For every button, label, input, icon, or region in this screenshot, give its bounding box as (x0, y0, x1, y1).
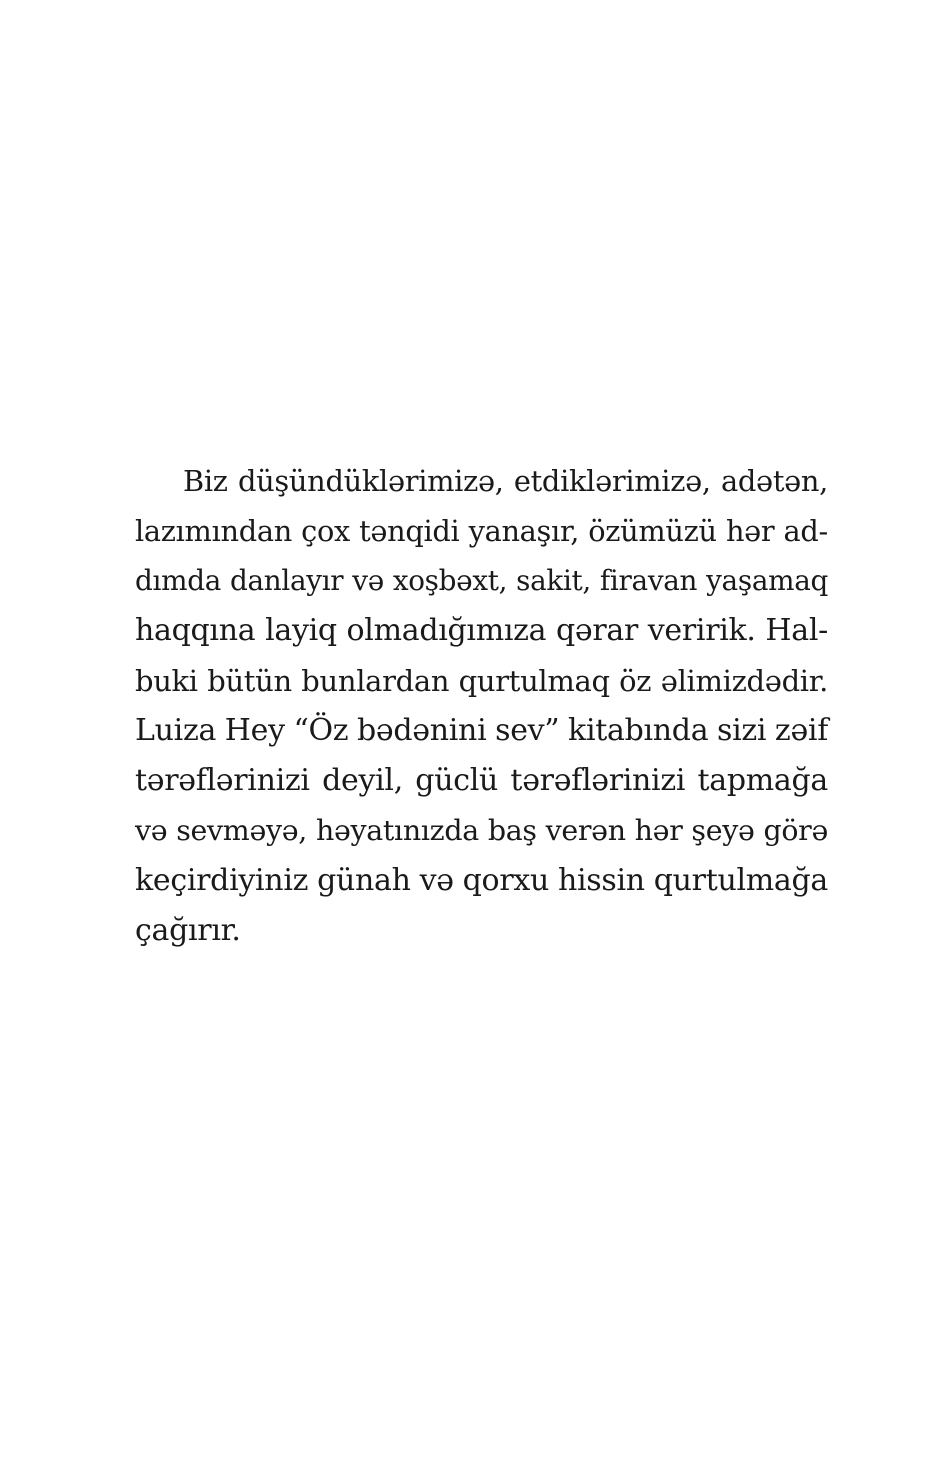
text-line: çağırır. (135, 913, 241, 948)
text-line: lazımından çox tənqidi yanaşır, özümüzü hər ad- (135, 514, 828, 548)
text-line: haqqına layiq olmadığımıza qərar veririk. Hal- (135, 613, 828, 648)
text-line: dımda danlayır və xoşbəxt, sakit, firavan yaşamaq (135, 564, 828, 597)
text-line: keçirdiyiniz günah və qorxu hissin qurtulmağa (135, 863, 828, 898)
text-line: buki bütün bunlardan qurtulmaq öz əlimizdədir. (135, 664, 828, 698)
body-paragraph (135, 456, 828, 956)
text-line: Biz düşündüklərimizə, etdiklərimizə, adətən, (183, 464, 828, 498)
text-line: və sevməyə, həyatınızda baş verən hər şeyə görə (135, 814, 828, 847)
text-line: tərəflərinizi deyil, güclü tərəflərinizi tapmağa (135, 763, 828, 798)
text-line: Luiza Hey “Öz bədənini sev” kitabında sizi zəif (135, 713, 828, 748)
